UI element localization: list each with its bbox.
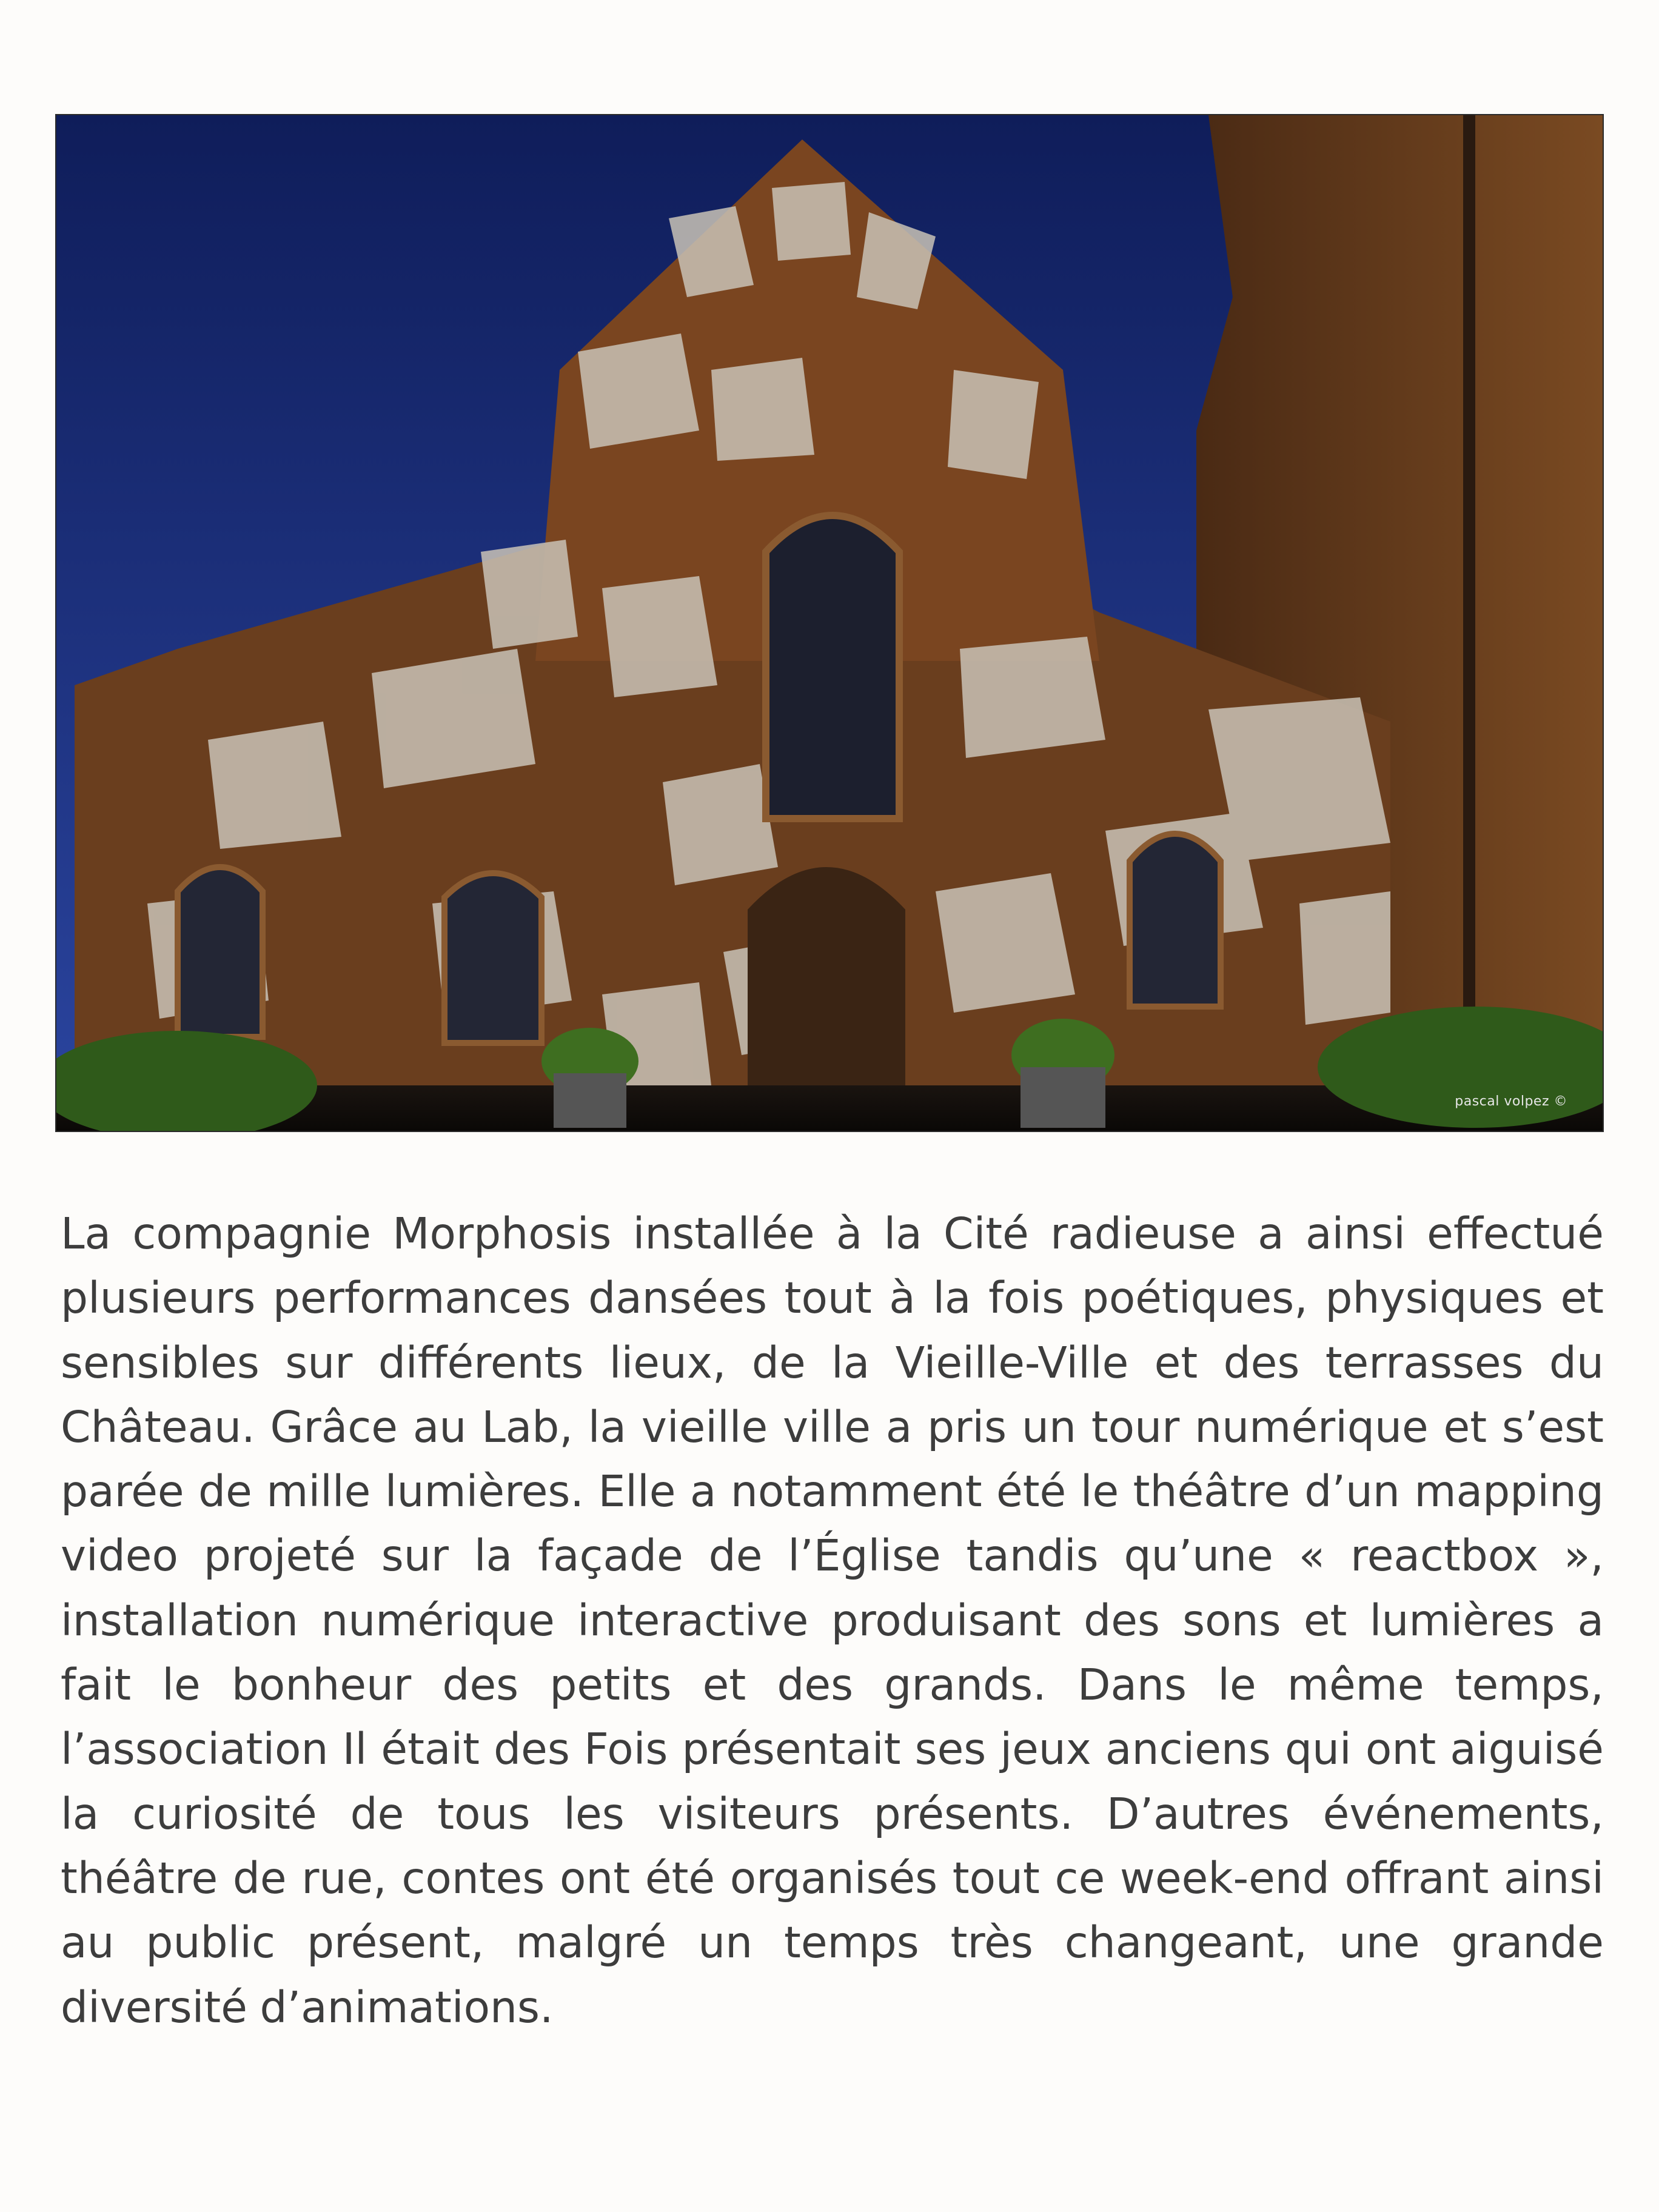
photo-credit: pascal volpez © [1455, 1094, 1567, 1109]
article-paragraph: La compagnie Morphosis installée à la Cité radieuse a ainsi effectué plusieurs performances dansées tout à la fois poétiques, physiques et sensibles sur différents lieux, de la Vieille-Ville et des terrasses du Château. Grâce au Lab, la vieille ville a pris un tour numérique et s’est parée de mille lumières. Elle a notamment été le théâtre d’un mapping video projeté sur la façade de l’Église tandis qu’une « reactbox », installation numérique interactive produisant des sons et lumières a fait le bonheur des petits et des grands. Dans le même temps, l’association Il était des Fois présentait ses jeux anciens qui ont aiguisé la curiosité de tous les visiteurs présents. D’autres événements, théâtre de rue, contes ont été organisés tout ce week-end offrant ainsi au public présent, malgré un temps très changeant, une grande diversité d’animations. [61, 1208, 1604, 2033]
church-facade-photo [56, 115, 1603, 1131]
church-illustration [56, 115, 1603, 1131]
